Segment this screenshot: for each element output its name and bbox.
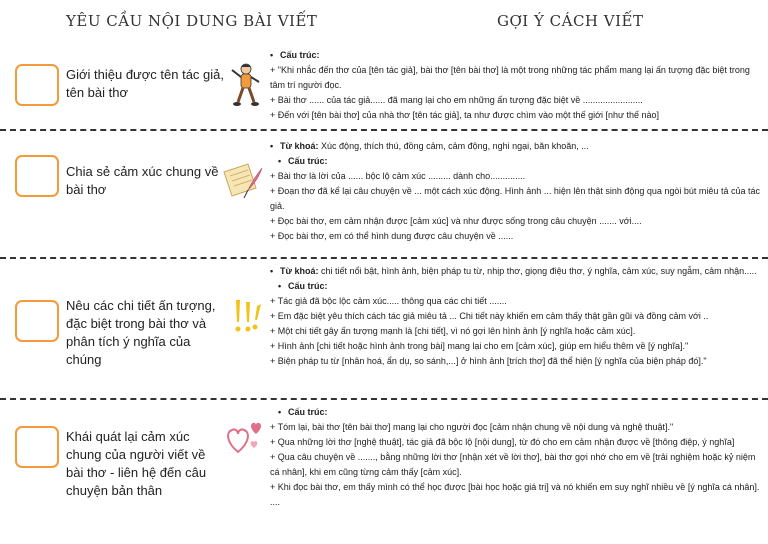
writing-tips-header: GỢI Ý CÁCH VIẾT bbox=[497, 12, 644, 30]
row-2-keyword-label: Từ khoá: bbox=[280, 141, 319, 151]
row-1-line-2: + Bài thơ ...... của tác giả...... đã mang lại cho em những ấn tượng đặc biệt về ........................ bbox=[270, 95, 643, 105]
row-2-requirement: Chia sẻ cảm xúc chung về bài thơ bbox=[66, 164, 219, 197]
row-3-keywords: chi tiết nổi bật, hình ảnh, biện pháp tu từ, nhịp thơ, giọng điệu thơ, ý nghĩa, cảm xúc, suy ngẫm, cảm nhận..... bbox=[321, 266, 757, 276]
row-1-line-1: + "Khi nhắc đến thơ của [tên tác giả], bài thơ [tên bài thơ] là một trong những tác phẩm mang lại ấn tượng đặc biệt trong tâm trí người đọc. bbox=[270, 65, 750, 90]
row-4-line-4: + Khi đọc bài thơ, em thấy mình có thể học được [bài học hoặc giá trị] và nó khiến em suy nghĩ nhiều về [ý nghĩa cá nhân]. bbox=[270, 482, 760, 492]
row-3-structure-label: • Cấu trúc: bbox=[270, 279, 762, 294]
row-1-structure-label: • Cấu trúc: bbox=[270, 48, 762, 63]
row-1-checkbox[interactable] bbox=[15, 64, 59, 106]
scroll-quill-icon bbox=[218, 160, 264, 202]
requirements-header: YÊU CẦU NỘI DUNG BÀI VIẾT bbox=[66, 12, 318, 30]
dancing-person-icon bbox=[228, 62, 262, 110]
hearts-icon bbox=[224, 418, 266, 458]
row-3-line-5: + Biện pháp tu từ [nhân hoá, ẩn dụ, so sánh,...] ở hình ảnh [trích thơ] đã thể hiện [ý nghĩa của biện pháp đó]." bbox=[270, 356, 707, 366]
row-3-line-4: + Hình ảnh [chi tiết hoặc hình ảnh trong bài] mang lại cho em [cảm xúc], giúp em hiểu thêm về [ý nghĩa]." bbox=[270, 341, 689, 351]
row-4-tips bbox=[270, 405, 762, 510]
row-2-keywords: Xúc động, thích thú, đồng cảm, cảm động, nghi ngại, băn khoăn, ... bbox=[321, 141, 589, 151]
row-3-line-1: + Tác giả đã bộc lộc cảm xúc..... thông qua các chi tiết ....... bbox=[270, 296, 507, 306]
row-4-checkbox[interactable] bbox=[15, 426, 59, 468]
row-2-tips bbox=[270, 139, 762, 244]
row-4-line-2: + Qua những lời thơ [nghệ thuật], tác giả đã bộc lộ [nội dung], từ đó cho em cảm nhận được về [thông điệp, ý nghĩa] bbox=[270, 437, 735, 447]
row-1-requirement: Giới thiệu được tên tác giả, tên bài thơ bbox=[66, 67, 224, 100]
exclamation-marks-icon bbox=[230, 296, 266, 336]
row-1-line-3: + Đến với [tên bài thơ] của nhà thơ [tên tác giả], ta như được chìm vào một thế giới [như thế nào] bbox=[270, 110, 660, 120]
row-3-tips bbox=[270, 264, 762, 369]
row-3-requirement: Nêu các chi tiết ấn tượng, đặc biệt trong bài thơ và phân tích ý nghĩa của chúng bbox=[66, 298, 216, 367]
row-divider-3 bbox=[0, 398, 768, 400]
row-1-tips bbox=[270, 48, 762, 123]
row-4-line-5: .... bbox=[270, 497, 281, 507]
row-2-line-1: + Bài thơ là lời của ...... bộc lộ cảm xúc ......... dành cho.............. bbox=[270, 171, 526, 181]
row-2-checkbox[interactable] bbox=[15, 155, 59, 197]
row-2-line-4: + Đọc bài thơ, em có thể hình dung được câu chuyện về ...... bbox=[270, 231, 514, 241]
row-3-keyword-label: Từ khoá: bbox=[280, 266, 319, 276]
row-4-line-1: + Tóm lại, bài thơ [tên bài thơ] mang lại cho người đọc [cảm nhận chung về nội dung và nghệ thuật]." bbox=[270, 422, 674, 432]
row-3-line-3: + Một chi tiết gây ấn tượng mạnh là [chi tiết], vì nó gợi lên hình ảnh [ý nghĩa hoặc cảm xúc]. bbox=[270, 326, 636, 336]
row-4-requirement: Khái quát lại cảm xúc chung của người viết về bài thơ - liên hệ đến câu chuyện bản thân bbox=[66, 429, 207, 498]
row-3-line-2: + Em đặc biệt yêu thích cách tác giả miêu tả ... Chi tiết này khiến em cảm thấy thật gần gũi và đồng cảm với .. bbox=[270, 311, 709, 321]
row-divider-2 bbox=[0, 257, 768, 259]
row-4-line-3: + Qua câu chuyện về ......., bằng những lời thơ [nhận xét về lời thơ], bài thơ gợi nhớ cho em về [trải nghiệm hoặc kỷ niệm cá nhân], khi em cũng từng cảm thấy [cảm xúc]. bbox=[270, 452, 756, 477]
row-3-checkbox[interactable] bbox=[15, 300, 59, 342]
row-2-structure-label: • Cấu trúc: bbox=[270, 154, 762, 169]
row-divider-1 bbox=[0, 129, 768, 131]
row-4-structure-label: • Cấu trúc: bbox=[270, 405, 762, 420]
row-2-line-3: + Đọc bài thơ, em cảm nhận được [cảm xúc] và như được sống trong câu chuyện ....... với.... bbox=[270, 216, 642, 226]
row-2-line-2: + Đoạn thơ đã kể lại câu chuyện về ... một cách xúc động. Hình ảnh ... hiện lên thật sinh động qua ngòi bút miêu tả của tác giả. bbox=[270, 186, 760, 211]
